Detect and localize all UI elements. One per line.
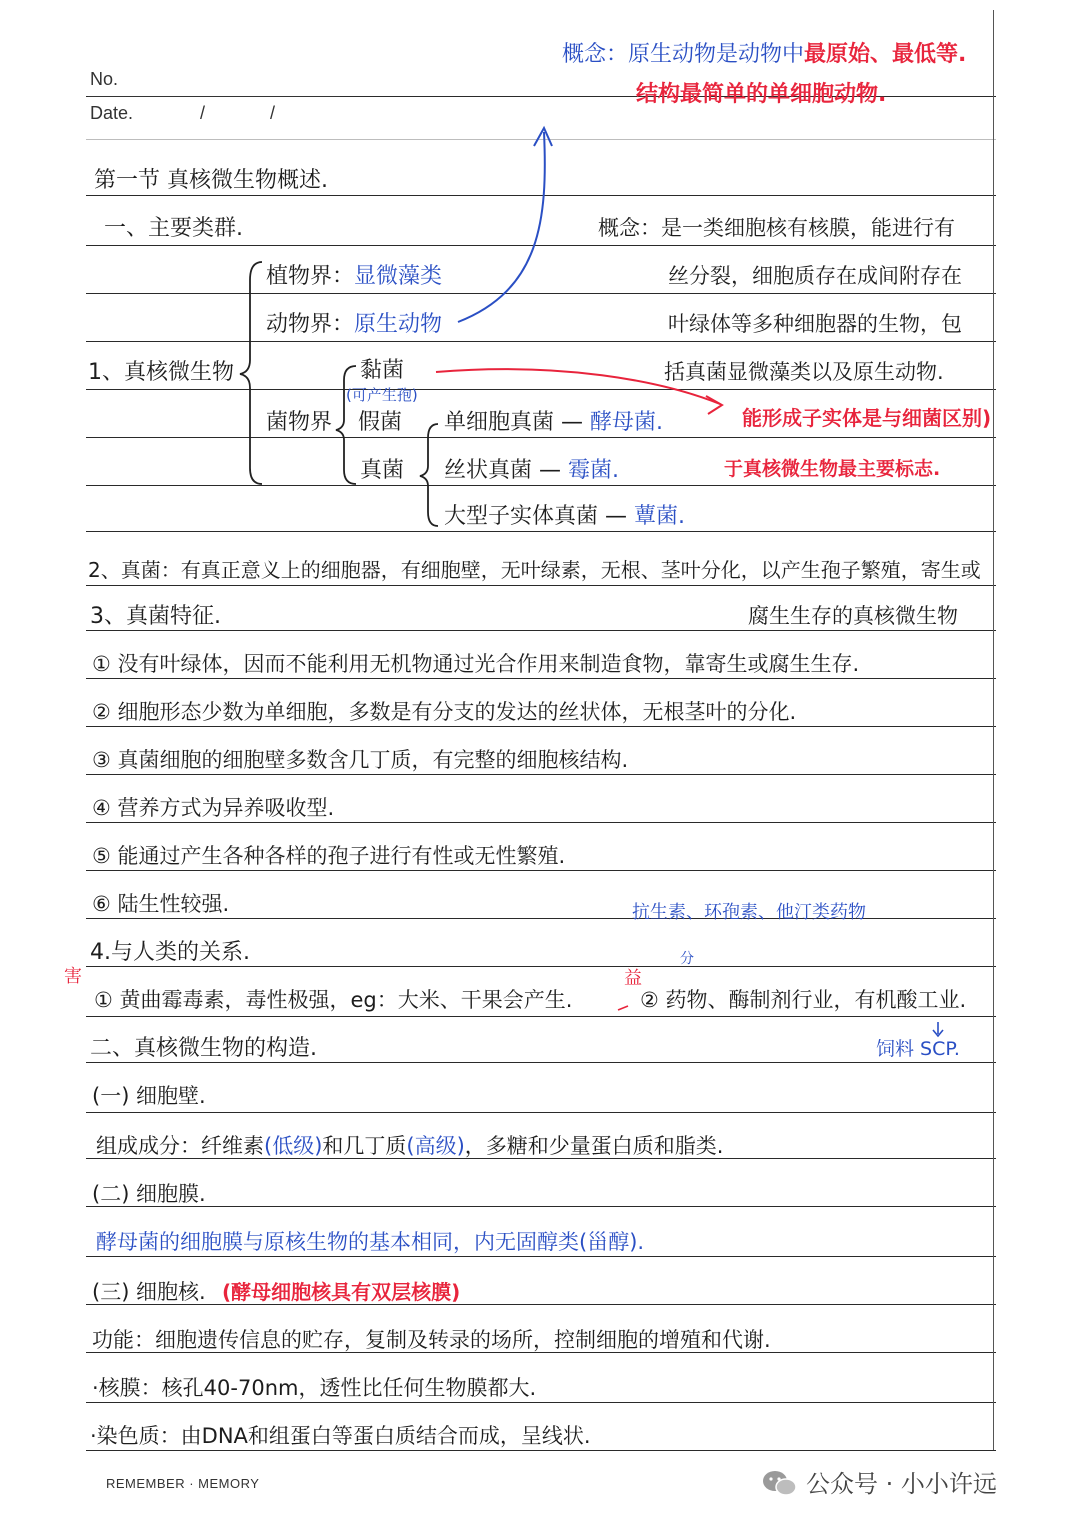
relation-harm: ① 黄曲霉毒素，毒性极强，eg：大米、干果会产生. <box>94 988 573 1012</box>
red-note-2: 于真核微生物最主要标志. <box>724 458 941 480</box>
branch-label: 大型子实体真菌 — <box>444 504 627 529</box>
plant-label: 植物界： <box>266 264 355 289</box>
top-note-blue: 概念：原生动物是动物中 <box>562 42 805 67</box>
membrane-heading: (二) 细胞膜. <box>92 1182 206 1206</box>
fungi-kingdom: 菌物界 <box>266 410 333 435</box>
animal-label: 动物界： <box>266 312 355 337</box>
wechat-icon <box>760 1468 800 1498</box>
branch-value: 酵母菌. <box>590 410 663 435</box>
part1-heading: 一、主要类群. <box>104 216 243 241</box>
red-tick <box>618 1006 628 1010</box>
blue-arrow-head <box>534 128 552 146</box>
feature-item: ① 没有叶绿体，因而不能利用无机物通过光合作用来制造食物，靠寄生或腐生生存. <box>92 652 860 676</box>
brace-fungi <box>336 366 356 484</box>
cell-wall-composition <box>96 1136 723 1157</box>
feed-scp-note: 饲料 SCP. <box>876 1038 960 1060</box>
relation-benefit: ② 药物、酶制剂行业，有机酸工业. <box>640 988 967 1012</box>
brace-main <box>240 262 262 484</box>
tree-root: 1、真核微生物 <box>88 360 234 385</box>
nucleus-function: 功能：细胞遗传信息的贮存，复制及转录的场所，控制细胞的增殖和代谢. <box>92 1328 771 1352</box>
small-blue-mark: 分 <box>680 951 694 967</box>
top-note-red: 最原始、最低等. <box>804 42 967 67</box>
feature-item: ④ 营养方式为异养吸收型. <box>92 796 335 820</box>
branch-label: 丝状真菌 — <box>444 458 561 483</box>
relations-heading: 4.与人类的关系. <box>90 940 250 965</box>
pseudo-fungi: 假菌 <box>358 410 403 435</box>
nucleus-note: (酵母细胞核具有双层核膜) <box>222 1280 461 1304</box>
fungi-definition: 2、真菌：有真正意义上的细胞器，有细胞壁，无叶绿素，无根、茎叶分化，以产生孢子繁殖，寄生或 <box>88 558 981 582</box>
nuclear-envelope: ·核膜：核孔40-70nm，透性比任何生物膜都大. <box>92 1376 537 1400</box>
red-arrow-line <box>436 369 720 404</box>
feature-item: ⑤ 能通过产生各种各样的孢子进行有性或无性繁殖. <box>92 844 566 868</box>
branch-label: 单细胞真菌 — <box>444 410 583 435</box>
watermark: 公众号 · 小小许远 <box>806 1470 997 1498</box>
plant-value: 显微藻类 <box>354 264 443 289</box>
branch-value: 霉菌. <box>568 458 619 483</box>
concept-line: 括真菌显微藻类以及原生动物. <box>664 360 944 384</box>
wall-comp-text: 和几丁质 <box>322 1134 407 1158</box>
feature-item: ③ 真菌细胞的细胞壁多数含几丁质，有完整的细胞核结构. <box>92 748 629 772</box>
concept-line: 叶绿体等多种细胞器的生物，包 <box>668 312 962 336</box>
concept-line: 丝分裂，细胞质存在成间附存在 <box>668 264 962 288</box>
nucleus-heading: (三) 细胞核. <box>92 1280 206 1304</box>
wall-comp-high: (高级) <box>406 1134 465 1158</box>
membrane-note: 酵母菌的细胞膜与原核生物的基本相同，内无固醇类(甾醇). <box>96 1230 645 1254</box>
part2-heading: 二、真核微生物的构造. <box>90 1036 317 1061</box>
tree-braces <box>240 262 438 526</box>
down-arrow <box>933 1022 943 1036</box>
blue-drug-note: 抗生素、环孢素、他汀类药物 <box>632 902 866 923</box>
no-label: No. <box>90 69 119 89</box>
chromatin: ·染色质：由DNA和组蛋白等蛋白质结合而成，呈线状. <box>90 1424 591 1448</box>
section-title: 第一节 真核微生物概述. <box>94 168 328 193</box>
wall-comp-low: (低级) <box>264 1134 323 1158</box>
fungi-features-heading: 3、真菌特征. <box>90 604 221 629</box>
footer-brand: REMEMBER · MEMORY <box>106 1476 260 1491</box>
date-separator: / <box>200 103 206 123</box>
red-note-1: 能形成子实体是与细菌区别) <box>742 406 992 430</box>
brace-true-fungi <box>420 424 438 526</box>
date-separator: / <box>270 103 276 123</box>
benefit-mark: 益 <box>624 968 642 989</box>
feature-item: ② 细胞形态少数为单细胞，多数是有分支的发达的丝状体，无根茎叶的分化. <box>92 700 797 724</box>
true-fungi: 真菌 <box>360 458 405 483</box>
feature-item: ⑥ 陆生性较强. <box>92 892 230 916</box>
wall-comp-text: ，多糖和少量蛋白质和脂类. <box>464 1134 724 1158</box>
concept-line: 概念：是一类细胞核有核膜，能进行有 <box>598 216 955 240</box>
slime-note: (可产生孢) <box>346 386 418 404</box>
fungi-definition-cont: 腐生生存的真核微生物 <box>748 604 958 628</box>
branch-value: 蕈菌. <box>634 504 685 529</box>
blue-arrow-line <box>458 132 545 322</box>
slime-mold: 黏菌 <box>360 358 405 383</box>
cell-wall-heading: (一) 细胞壁. <box>92 1084 206 1108</box>
animal-value: 原生动物 <box>354 312 443 337</box>
harm-mark: 害 <box>64 966 82 987</box>
top-note-line2: 结构最简单的单细胞动物. <box>636 82 887 107</box>
date-label: Date. <box>90 103 134 123</box>
wall-comp-text: 组成成分：纤维素 <box>96 1134 264 1158</box>
